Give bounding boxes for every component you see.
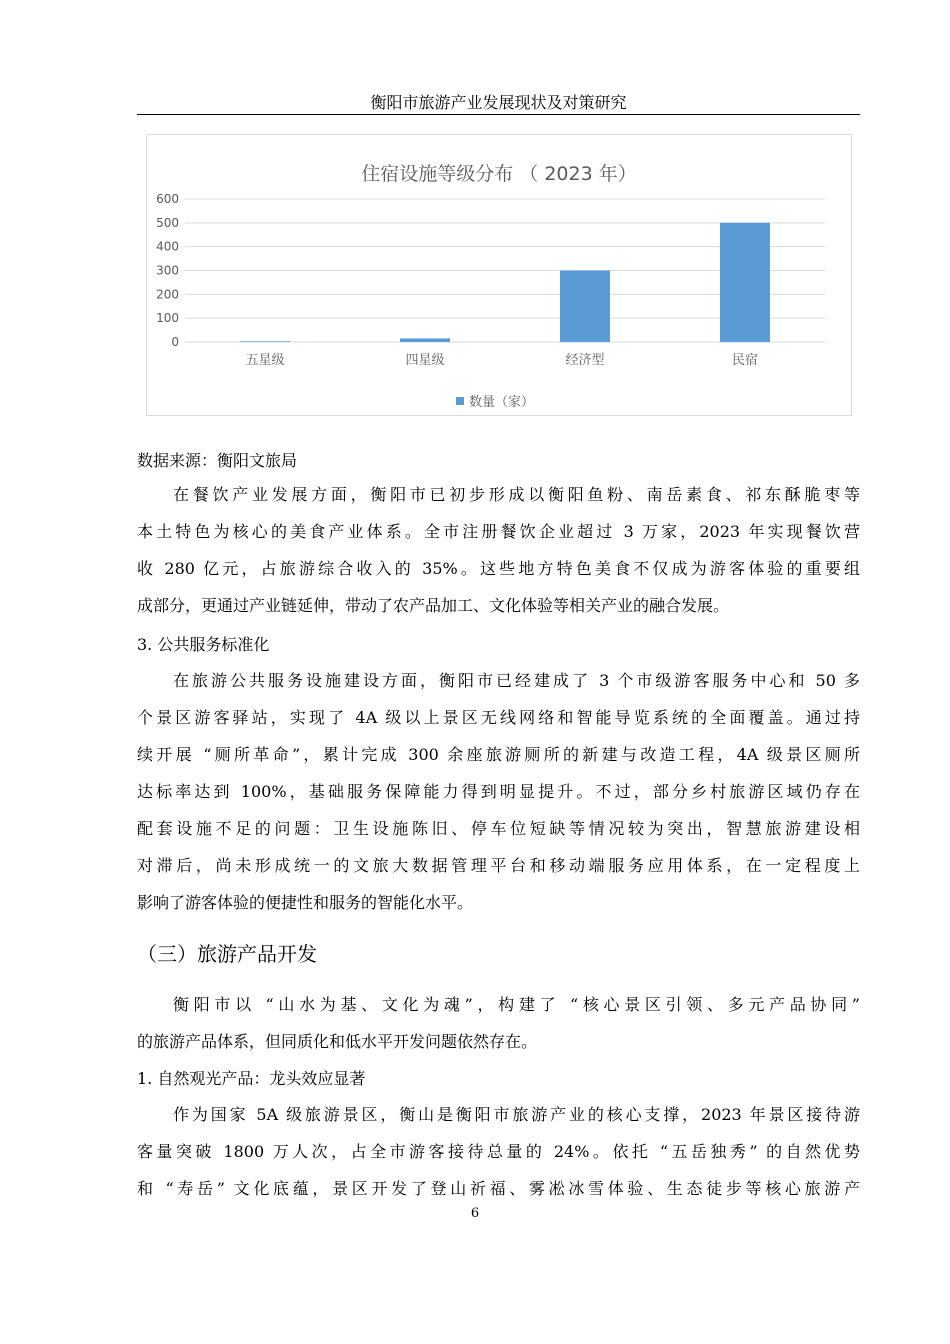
y-tick-label: 300 (156, 263, 179, 278)
y-tick-label: 600 (156, 192, 179, 206)
text-line: 本土特色为核心的美食产业体系。全市注册餐饮企业超过 3 万家，2023 年实现餐饮营 (137, 522, 860, 541)
y-tick-label: 0 (171, 335, 179, 349)
subheading-number: 1. (137, 1069, 158, 1088)
text-line: 成部分，更通过产业链延伸，带动了农产品加工、文化体验等相关产业的融合发展。 (137, 596, 730, 615)
y-tick-label: 500 (156, 215, 179, 230)
chart-title: 住宿设施等级分布 （ 2023 年） (361, 163, 637, 185)
text-line: 配套设施不足的问题：卫生设施陈旧、停车位短缺等情况较为突出，智慧旅游建设相 (137, 819, 860, 838)
paragraph-catering (137, 476, 860, 624)
subheading-label: 公共服务标准化 (157, 635, 270, 654)
x-tick-label: 五星级 (245, 353, 285, 368)
text-line: 在餐饮产业发展方面，衡阳市已初步形成以衡阳鱼粉、南岳素食、祁东酥脆枣等 (173, 485, 860, 504)
paragraph-product-overview (137, 986, 860, 1060)
page-number: 6 (470, 1206, 480, 1221)
y-tick-label: 400 (156, 239, 179, 254)
paragraph-hengshan (137, 1096, 860, 1207)
section-heading: （三）旅游产品开发 (137, 942, 317, 966)
text-line: 和 “寿岳” 文化底蕴，景区开发了登山祈福、雾凇冰雪体验、生态徒步等核心旅游产 (137, 1179, 860, 1198)
bar-2 (400, 338, 450, 342)
bar-chart-svg (147, 135, 851, 415)
text-line: 的旅游产品体系，但同质化和低水平开发问题依然存在。 (137, 1032, 538, 1051)
text-line: 续开展 “厕所革命”，累计完成 300 余座旅游厕所的新建与改造工程，4A 级景区厕所 (137, 745, 860, 764)
subheading-number: 3. (137, 635, 158, 654)
text-line: 客量突破 1800 万人次，占全市游客接待总量的 24%。依托 “五岳独秀” 的自然优势 (137, 1142, 860, 1161)
running-header: 衡阳市旅游产业发展现状及对策研究 (370, 93, 627, 112)
text-line: 作为国家 5A 级旅游景区，衡山是衡阳市旅游产业的核心支撑，2023 年景区接待游 (173, 1105, 860, 1124)
bar-1 (240, 341, 290, 342)
text-line: 影响了游客体验的便捷性和服务的智能化水平。 (137, 893, 474, 912)
text-line: 对滞后，尚未形成统一的文旅大数据管理平台和移动端服务应用体系，在一定程度上 (137, 856, 860, 875)
x-tick-label: 经济型 (565, 353, 605, 368)
x-tick-label: 民宿 (731, 353, 759, 368)
legend-swatch (456, 397, 464, 405)
legend-label: 数量（家） (469, 395, 535, 410)
paragraph-public-service (137, 662, 860, 921)
data-source-note: 数据来源：衡阳文旅局 (137, 451, 298, 470)
text-line: 达标率达到 100%，基础服务保障能力得到明显提升。不过，部分乡村旅游区域仍存在 (137, 782, 860, 801)
subheading-natural-products (137, 1068, 365, 1090)
bar-4 (720, 223, 770, 342)
y-tick-label: 200 (156, 287, 179, 302)
accommodation-chart (146, 134, 852, 416)
header-rule (137, 114, 860, 115)
text-line: 个景区游客驿站，实现了 4A 级以上景区无线网络和智能导览系统的全面覆盖。通过持 (137, 708, 860, 727)
bar-3 (560, 271, 610, 343)
text-line: 在旅游公共服务设施建设方面，衡阳市已经建成了 3 个市级游客服务中心和 50 多 (173, 671, 860, 690)
text-line: 收 280 亿元，占旅游综合收入的 35%。这些地方特色美食不仅成为游客体验的重要组 (137, 559, 860, 578)
y-tick-label: 100 (156, 311, 179, 326)
subheading-label: 自然观光产品：龙头效应显著 (157, 1069, 366, 1088)
x-tick-label: 四星级 (405, 353, 445, 368)
subheading-public-service (137, 634, 269, 656)
text-line: 衡阳市以 “山水为基、文化为魂”，构建了 “核心景区引领、多元产品协同” (173, 995, 860, 1014)
